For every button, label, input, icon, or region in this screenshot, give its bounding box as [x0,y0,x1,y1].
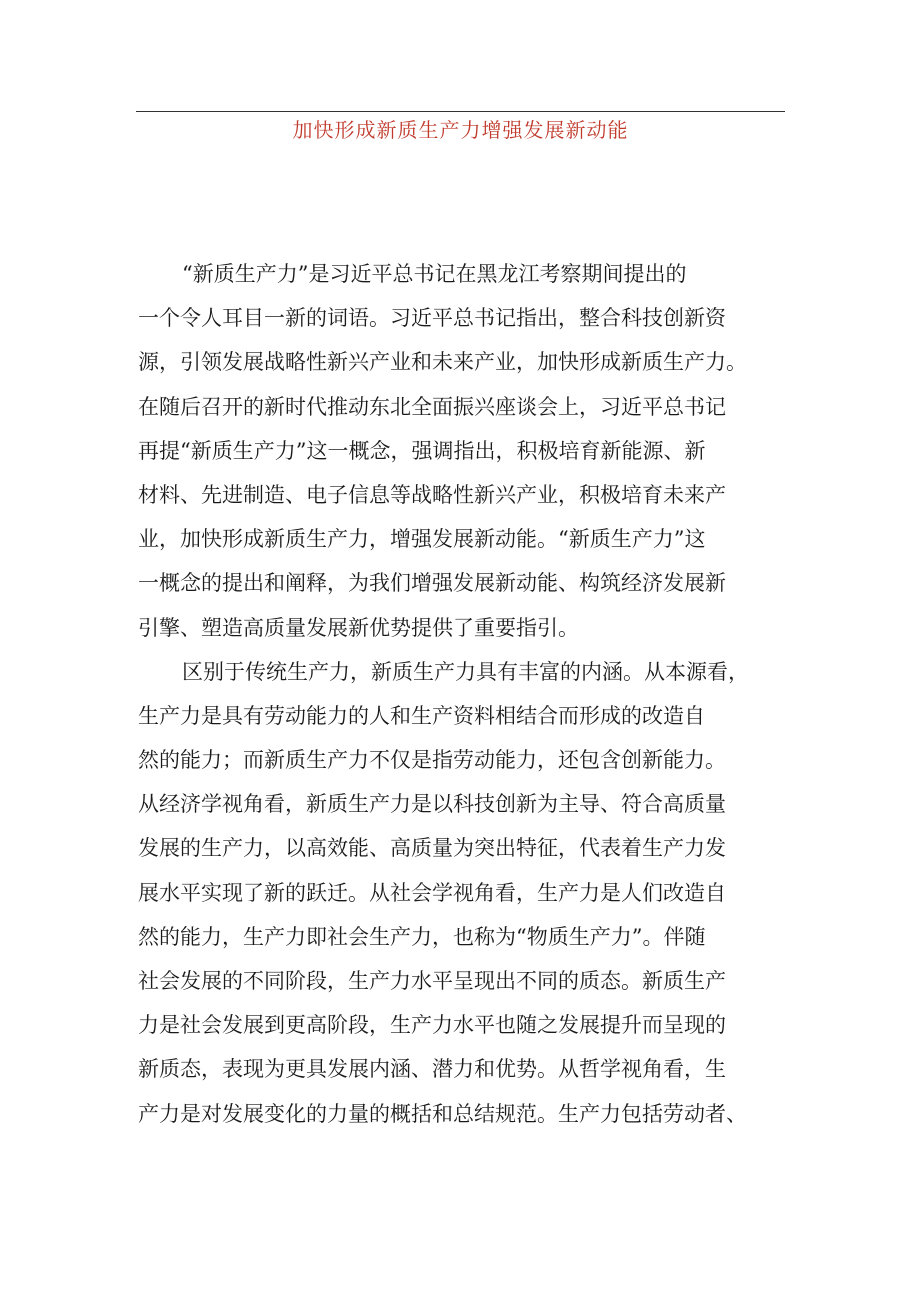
header-rule [136,111,785,112]
text-line: 再提“新质生产力”这一概念，强调指出，积极培育新能源、新 [138,438,706,463]
text-line: 源，引领发展战略性新兴产业和未来产业，加快形成新质生产力。 [138,350,747,375]
text-line: 发展的生产力，以高效能、高质量为突出特征，代表着生产力发 [138,836,726,861]
text-line: 展水平实现了新的跃迁。从社会学视角看，生产力是人们改造自 [138,880,726,905]
document-body [138,252,788,1136]
paragraph-2 [138,650,788,1136]
text-line: “新质生产力”是习近平总书记在黑龙江考察期间提出的 [182,262,687,286]
text-line: 一概念的提出和阐释，为我们增强发展新动能、构筑经济发展新 [138,571,726,596]
text-line: 引擎、塑造高质量发展新优势提供了重要指引。 [138,615,579,640]
text-line: 生产力是具有劳动能力的人和生产资料相结合而形成的改造自 [138,703,705,728]
text-line: 业，加快形成新质生产力，增强发展新动能。“新质生产力”这 [138,527,706,552]
text-line: 区别于传统生产力，新质生产力具有丰富的内涵。从本源看， [182,659,749,684]
text-line: 在随后召开的新时代推动东北全面振兴座谈会上，习近平总书记 [138,394,726,419]
text-line: 一个令人耳目一新的词语。习近平总书记指出，整合科技创新资 [138,306,726,331]
text-line: 材料、先进制造、电子信息等战略性新兴产业，积极培育未来产 [138,482,726,507]
text-line: 产力是对发展变化的力量的概括和总结规范。生产力包括劳动者、 [138,1101,747,1126]
text-line: 新质态，表现为更具发展内涵、潜力和优势。从哲学视角看，生 [138,1057,726,1082]
document-title: 加快形成新质生产力增强发展新动能 [292,118,629,142]
text-line: 力是社会发展到更高阶段，生产力水平也随之发展提升而呈现的 [138,1013,726,1038]
text-line: 从经济学视角看，新质生产力是以科技创新为主导、符合高质量 [138,792,726,817]
text-line: 然的能力，生产力即社会生产力，也称为“物质生产力”。伴随 [138,924,706,949]
paragraph-1 [138,252,788,650]
text-line: 然的能力；而新质生产力不仅是指劳动能力，还包含创新能力。 [138,748,726,773]
text-line: 社会发展的不同阶段，生产力水平呈现出不同的质态。新质生产 [138,969,726,993]
